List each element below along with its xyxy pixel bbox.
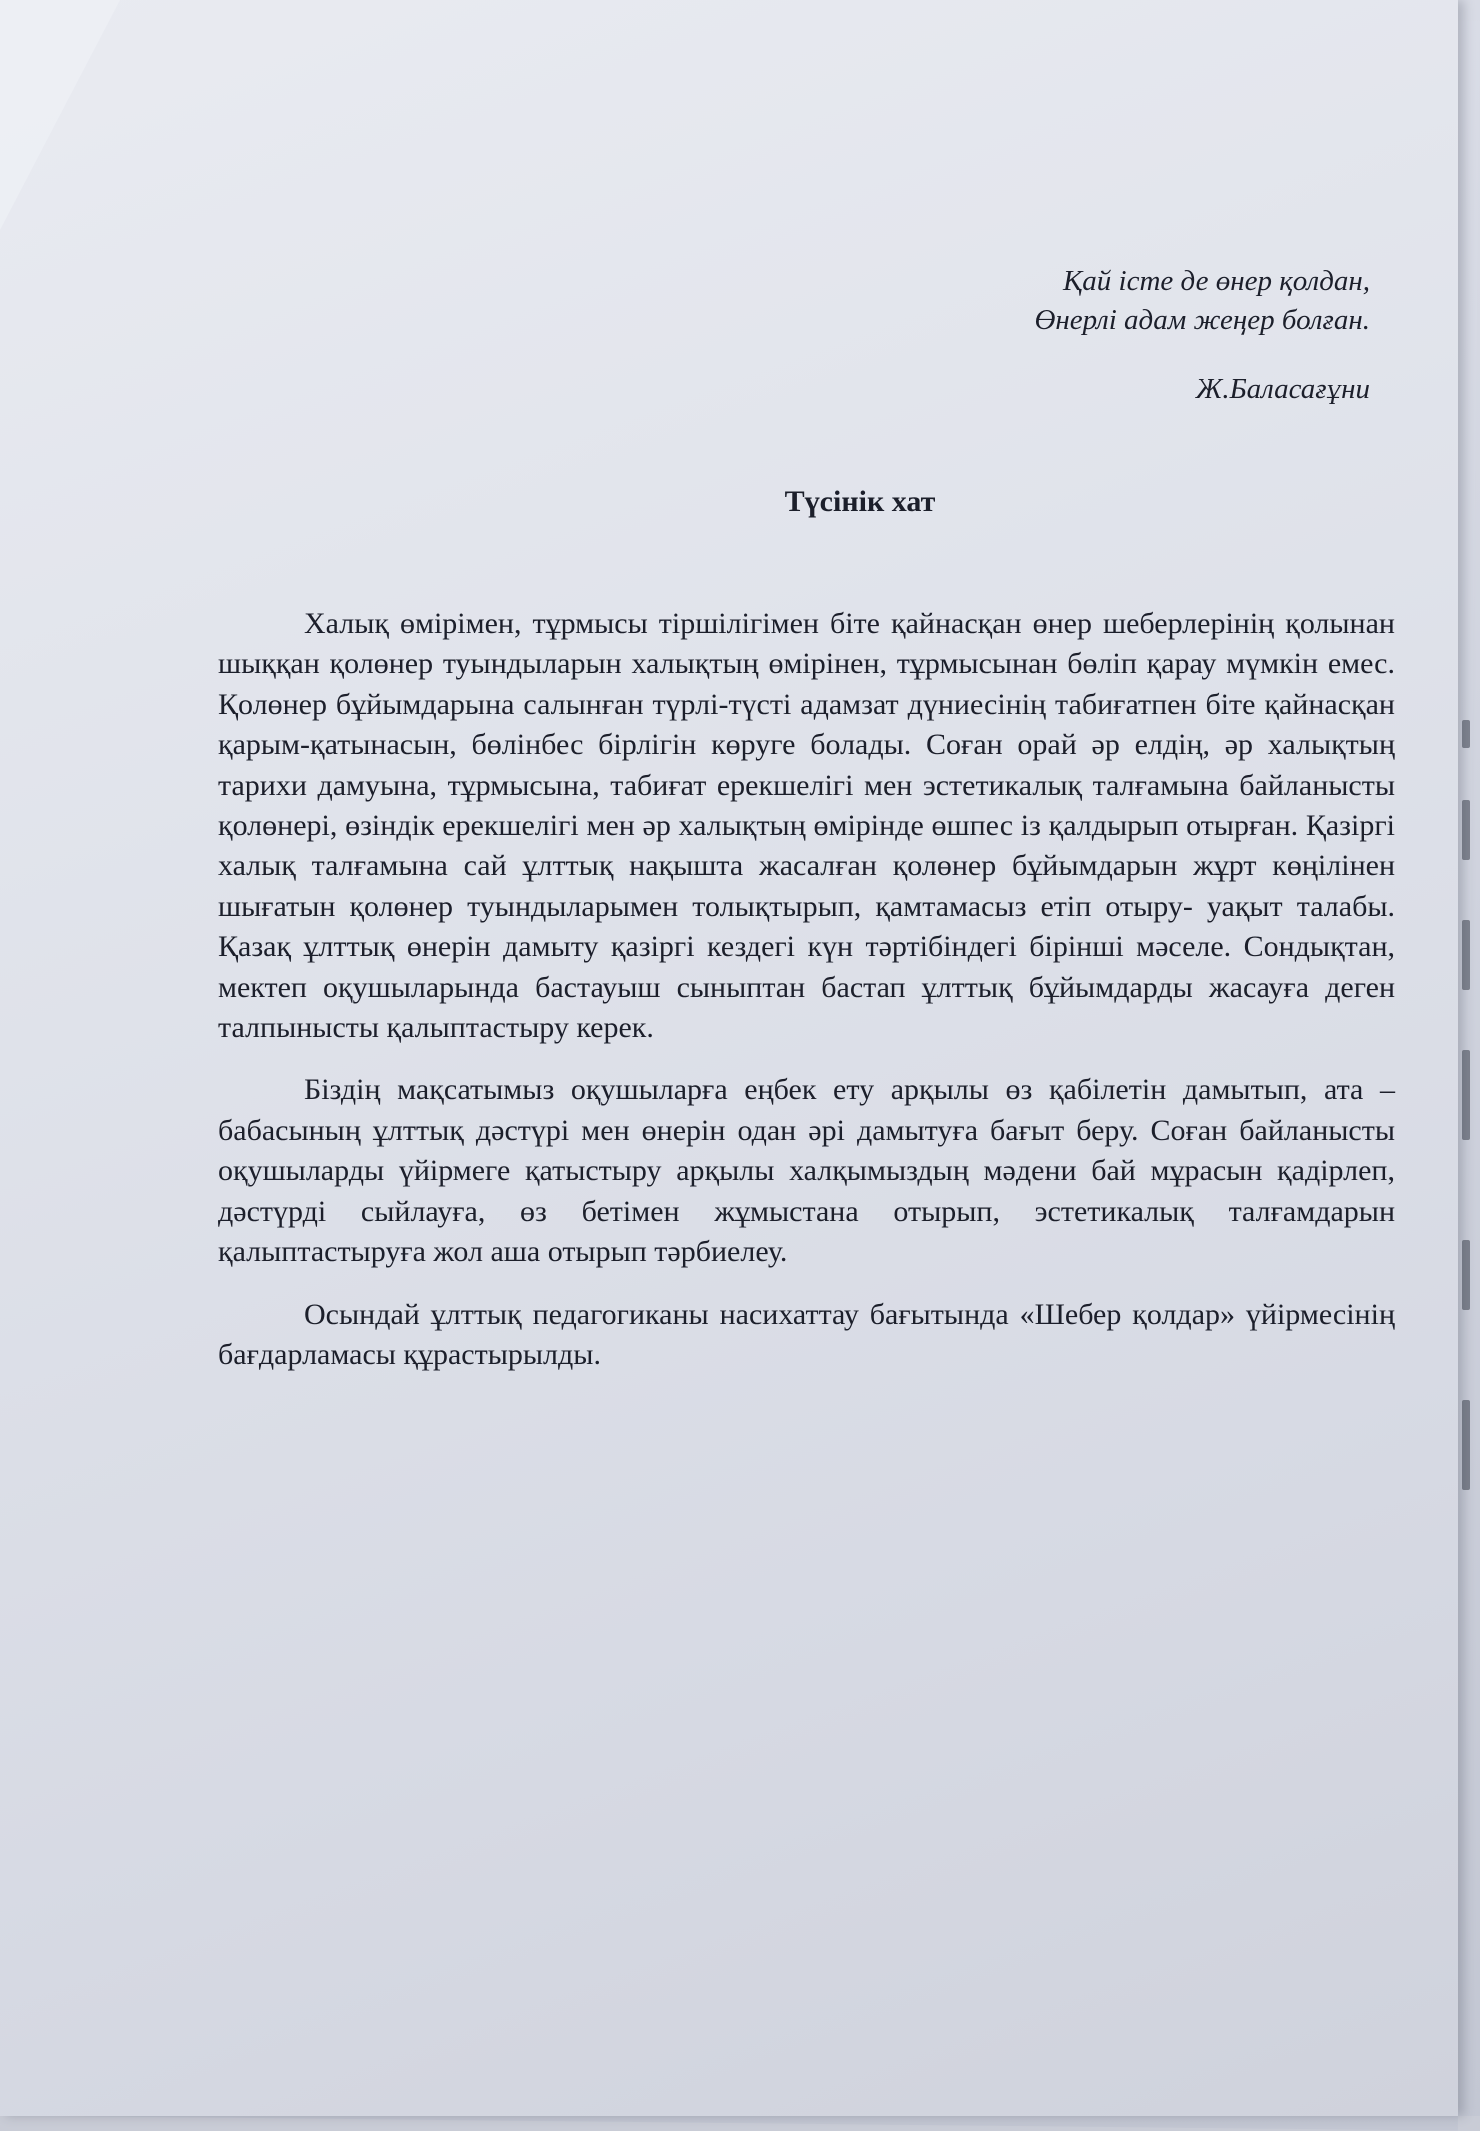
- edge-mark: [1462, 920, 1470, 990]
- epigraph-line-1: Қай істе де өнер қолдан,: [1063, 265, 1370, 297]
- document-title: Түсінік хат: [784, 485, 936, 518]
- edge-mark: [1462, 720, 1470, 748]
- edge-mark: [1462, 1050, 1470, 1140]
- paragraph-3: Осындай ұлттық педагогиканы насихаттау бағытында «Шебер қолдар» үйірмесінің бағдарламасы құрастырылды.: [218, 1297, 1395, 1371]
- epigraph-line-2: Өнерлі адам жеңер болған.: [1034, 304, 1370, 336]
- paragraph-1: Халық өмірімен, тұрмысы тіршілігімен біте қайнасқан өнер шеберлерінің қолынан шыққан қолөнер туындыларын халықтың өмірінен, тұрмысынан бөліп қарау мүмкін емес. Қолөнер бұйымдарына салынған түрлі-түсті адамзат дүниесінің табиғатпен біте қайнасқан қарым-қатынасын, бөлінбес бірлігін көруге болады. Соған орай әр елдің, әр халықтың тарихи дамуына, тұрмысына, табиғат ерекшелігі мен эстетикалық талғамына байланысты қолөнері, өзіндік ерекшелігі мен әр халықтың өмірінде өшпес із қалдырып отырған. Қазіргі халық талғамына сай ұлттық нақышта жасалған қолөнер бұйымдарын жұрт көңілінен шығатын қолөнер туындыларымен толықтырып, қамтамасыз етіп отыру- уақыт талабы. Қазақ ұлттық өнерін дамыту қазіргі кездегі күн тәртібіндегі бірінші мәселе. Сондықтан, мектеп оқушыларында бастауыш сыныптан бастап ұлттық бұйымдарды жасауға деген талпынысты қалыптастыру керек.: [218, 607, 1395, 1045]
- epigraph-author: Ж.Баласағұни: [1195, 373, 1370, 405]
- page-glare: [0, 0, 120, 230]
- document-body: [218, 604, 1395, 1397]
- page-edge-marks: [1458, 720, 1476, 1520]
- edge-mark: [1462, 1400, 1470, 1490]
- edge-mark: [1462, 1240, 1470, 1310]
- paragraph-2: Біздің мақсатымыз оқушыларға еңбек ету арқылы өз қабілетін дамытып, ата – бабасының ұлттық дәстүрі мен өнерін одан әрі дамытуға бағыт беру. Соған байланысты оқушыларды үйірмеге қатыстыру арқылы халқымыздың мәдени бай мұрасын қадірлеп, дәстүрді сыйлауға, өз бетімен жұмыстана отырып, эстетикалық талғамдарын қалыптастыруға жол аша отырып тәрбиелеу.: [218, 1073, 1395, 1269]
- epigraph: [1034, 262, 1370, 409]
- edge-mark: [1462, 800, 1470, 860]
